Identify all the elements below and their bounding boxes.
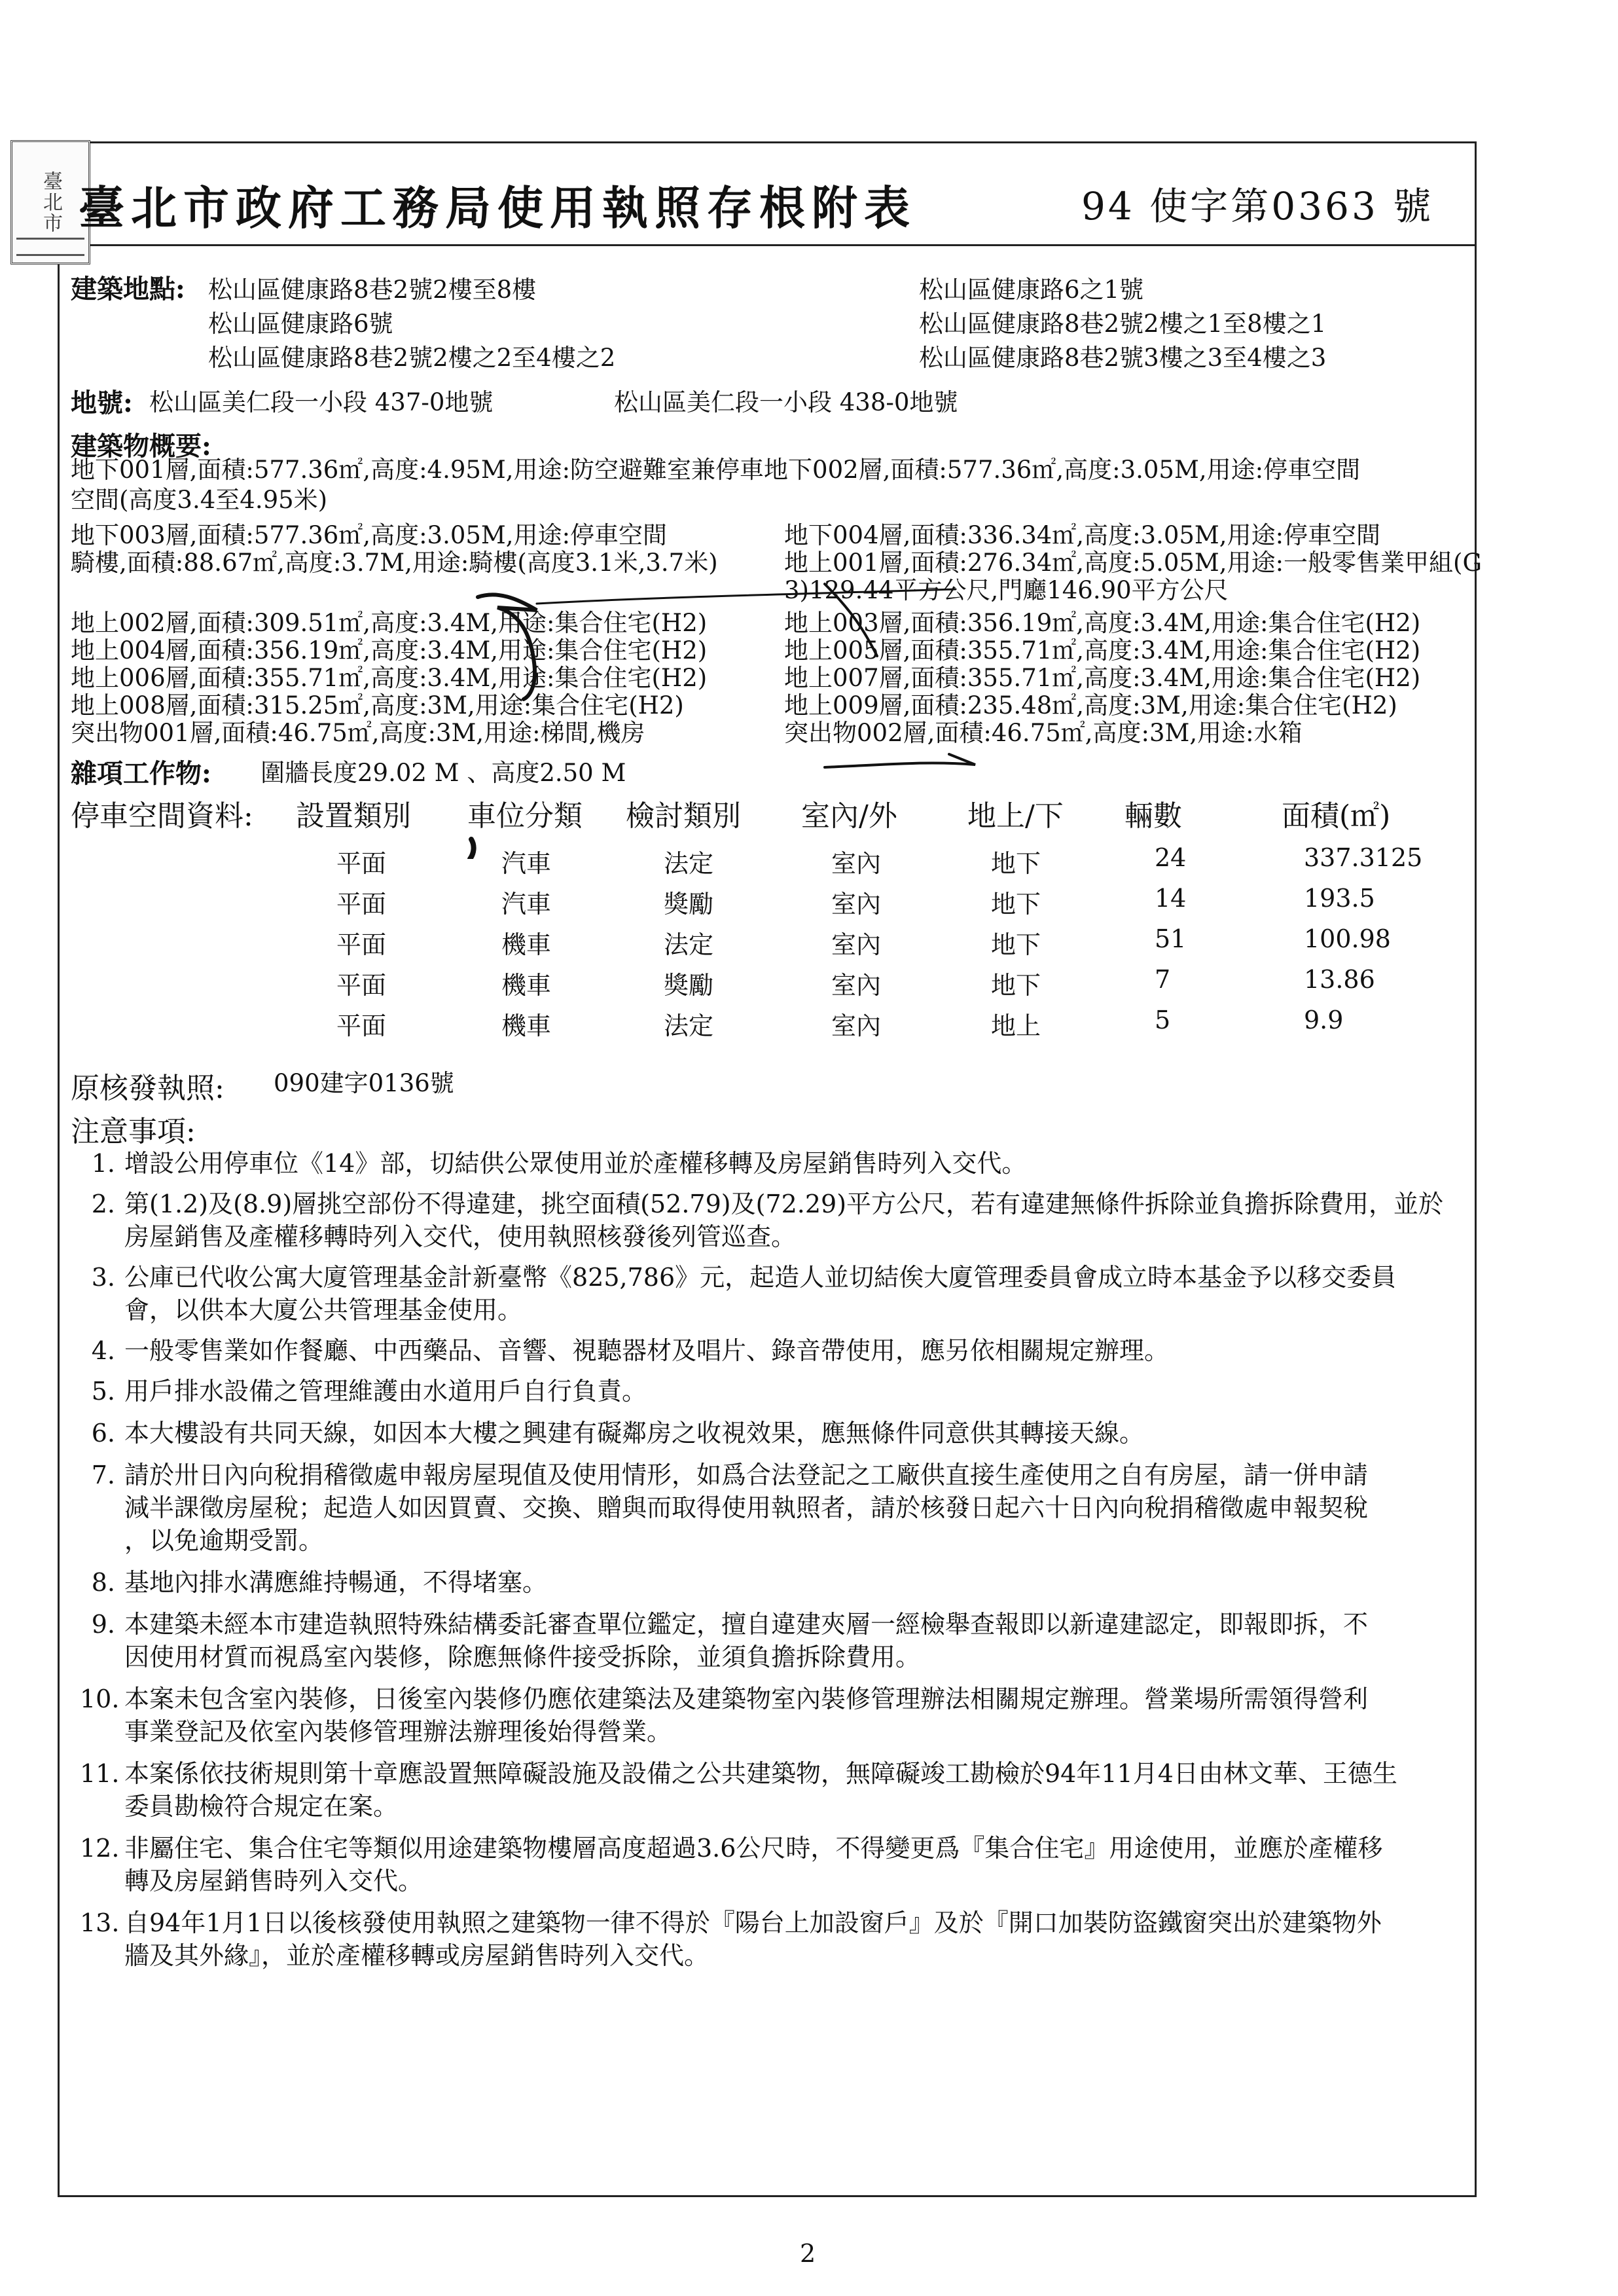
note-line: 用戶排水設備之管理維護由水道用戶自行負責。 <box>124 1377 647 1406</box>
overview-floor: 地上002層,面積:309.51㎡,高度:3.4M,用途:集合住宅(H2) <box>71 609 708 637</box>
note-line: 第(1.2)及(8.9)層挑空部份不得違建，挑空面積(52.79)及(72.29)平方公尺，若有違建無條件拆除並負擔拆除費用，並於 <box>124 1190 1444 1218</box>
parking-cell: 法定 <box>664 930 714 959</box>
note-line: 委員勘檢符合規定在案。 <box>124 1792 399 1821</box>
parking-cell: 機車 <box>501 930 552 959</box>
note-line: 請於卅日內向稅捐稽徵處申報房屋現值及使用情形，如爲合法登記之工廠供直接生產使用之自有房屋，請一併申請 <box>124 1461 1369 1489</box>
overview-floor: 地上008層,面積:315.25㎡,高度:3M,用途:集合住宅(H2) <box>71 691 684 720</box>
parking-cell: 337.3125 <box>1304 843 1423 872</box>
parking-label: 停車空間資料: <box>71 799 253 833</box>
overview-line: 空間(高度3.4至4.95米) <box>71 486 328 514</box>
note-line: 房屋銷售及產權移轉時列入交代，使用執照核發後列管巡查。 <box>124 1222 797 1251</box>
note-number: 2. <box>91 1190 115 1218</box>
lot-value: 松山區美仁段一小段 438-0地號 <box>614 388 958 416</box>
overview-floor: 突出物002層,面積:46.75㎡,高度:3M,用途:水箱 <box>784 719 1303 747</box>
overview-floor: 地下003層,面積:577.36㎡,高度:3.05M,用途:停車空間 <box>71 521 668 549</box>
note-line: 因使用材質而視爲室內裝修，除應無條件接受拆除，並須負擔拆除費用。 <box>124 1643 921 1671</box>
parking-cell: 平面 <box>336 930 387 959</box>
parking-header: 面積(㎡) <box>1282 799 1391 833</box>
note-line: ，以免逾期受罰。 <box>124 1526 324 1555</box>
parking-cell: 機車 <box>501 1011 552 1040</box>
parking-cell: 14 <box>1155 884 1187 913</box>
note-line: 增設公用停車位《14》部，切結供公眾使用並於產權移轉及房屋銷售時列入交代。 <box>124 1149 1027 1178</box>
lot-value: 松山區美仁段一小段 437-0地號 <box>149 388 494 416</box>
overview-label: 建築物概要: <box>71 431 211 462</box>
parking-header: 檢討類別 <box>626 799 741 833</box>
overview-floor: 地上005層,面積:355.71㎡,高度:3.4M,用途:集合住宅(H2) <box>784 636 1421 665</box>
parking-cell: 13.86 <box>1304 965 1375 994</box>
overview-floor: 突出物001層,面積:46.75㎡,高度:3M,用途:梯間,機房 <box>71 719 645 747</box>
parking-header: 室內/外 <box>801 799 897 833</box>
note-number: 3. <box>91 1263 115 1292</box>
parking-cell: 室內 <box>831 971 882 1000</box>
note-line: 轉及房屋銷售時列入交代。 <box>124 1867 423 1895</box>
note-line: 一般零售業如作餐廳、中西藥品、音響、視聽器材及唱片、錄音帶使用，應另依相關規定辦理。 <box>124 1336 1170 1365</box>
overview-floor: 地上001層,面積:276.34㎡,高度:5.05M,用途:一般零售業甲組(G <box>784 549 1483 577</box>
address-line: 松山區健康路8巷2號3樓之3至4樓之3 <box>919 344 1327 372</box>
note-number: 12. <box>80 1834 120 1863</box>
parking-cell: 地上 <box>991 1011 1041 1040</box>
address-line: 松山區健康路8巷2號2樓至8樓 <box>208 276 537 304</box>
original-permit-value: 090建字0136號 <box>274 1069 454 1097</box>
parking-cell: 汽車 <box>501 890 552 919</box>
address-line: 松山區健康路8巷2號2樓之1至8樓之1 <box>919 310 1327 338</box>
note-line: 非屬住宅、集合住宅等類似用途建築物樓層高度超過3.6公尺時，不得變更爲『集合住宅』用途使用，並應於產權移 <box>124 1834 1383 1863</box>
parking-cell: 室內 <box>831 890 882 919</box>
parking-cell: 法定 <box>664 849 714 878</box>
parking-cell: 193.5 <box>1304 884 1375 913</box>
parking-cell: 7 <box>1155 965 1171 994</box>
address-line: 松山區健康路8巷2號2樓之2至4樓之2 <box>208 344 616 372</box>
note-line: 本建築未經本市建造執照特殊結構委託審查單位鑑定，擅自違建夾層一經檢舉查報即以新違建認定，即報即拆，不 <box>124 1610 1369 1639</box>
note-number: 7. <box>91 1461 115 1489</box>
original-permit-label: 原核發執照: <box>71 1072 225 1105</box>
overview-floor: 騎樓,面積:88.67㎡,高度:3.7M,用途:騎樓(高度3.1米,3.7米) <box>71 549 718 577</box>
parking-cell: 100.98 <box>1304 924 1391 953</box>
note-number: 9. <box>91 1610 115 1639</box>
parking-cell: 地下 <box>991 930 1041 959</box>
header-divider <box>60 244 1475 246</box>
note-line: 本案係依技術規則第十章應設置無障礙設施及設備之公共建築物，無障礙竣工勘檢於94年11月4日由林文華、王德生 <box>124 1759 1397 1788</box>
parking-cell: 獎勵 <box>664 890 714 919</box>
page-number: 2 <box>800 2239 816 2268</box>
overview-floor: 地上003層,面積:356.19㎡,高度:3.4M,用途:集合住宅(H2) <box>784 609 1421 637</box>
note-line: 公庫已代收公寓大廈管理基金計新臺幣《825,786》元，起造人並切結俟大廈管理委員會成立時本基金予以移交委員 <box>124 1263 1397 1292</box>
overview-floor: 地下004層,面積:336.34㎡,高度:3.05M,用途:停車空間 <box>784 521 1381 549</box>
parking-cell: 51 <box>1155 924 1187 953</box>
parking-cell: 平面 <box>336 890 387 919</box>
seal-stamp-text: 臺北市 <box>39 171 62 234</box>
seal-stamp-lines <box>16 238 84 256</box>
misc-label: 雜項工作物: <box>71 758 211 789</box>
overview-floor: 地上006層,面積:355.71㎡,高度:3.4M,用途:集合住宅(H2) <box>71 664 708 692</box>
parking-cell: 獎勵 <box>664 971 714 1000</box>
note-line: 本大樓設有共同天線，如因本大樓之興建有礙鄰房之收視效果，應無條件同意供其轉接天線。 <box>124 1419 1145 1448</box>
parking-header: 輛數 <box>1124 799 1182 833</box>
note-line: 會，以供本大廈公共管理基金使用。 <box>124 1296 523 1324</box>
note-number: 6. <box>91 1419 115 1448</box>
parking-cell: 平面 <box>336 849 387 878</box>
address-line: 松山區健康路6號 <box>208 310 393 338</box>
parking-header: 設置類別 <box>296 799 411 833</box>
note-line: 本案未包含室內裝修，日後室內裝修仍應依建築法及建築物室內裝修管理辦法相關規定辦理。營業場所需領得營利 <box>124 1685 1369 1713</box>
lot-label: 地號: <box>71 388 133 418</box>
note-number: 10. <box>80 1685 120 1713</box>
parking-header: 車位分類 <box>467 799 583 833</box>
overview-line: 地下001層,面積:577.36㎡,高度:4.95M,用途:防空避難室兼停車地下002層,面積:577.36㎡,高度:3.05M,用途:停車空間 <box>71 456 1361 484</box>
parking-cell: 室內 <box>831 930 882 959</box>
parking-cell: 汽車 <box>501 849 552 878</box>
note-line: 基地內排水溝應維持暢通，不得堵塞。 <box>124 1568 548 1597</box>
parking-header: 地上/下 <box>967 799 1064 833</box>
note-line: 減半課徵房屋稅；起造人如因買賣、交換、贈與而取得使用執照者，請於核發日起六十日內向稅捐稽徵處申報契稅 <box>124 1493 1369 1522</box>
parking-cell: 地下 <box>991 890 1041 919</box>
parking-cell: 室內 <box>831 849 882 878</box>
note-number: 5. <box>91 1377 115 1406</box>
address-line: 松山區健康路6之1號 <box>919 276 1144 304</box>
parking-cell: 平面 <box>336 971 387 1000</box>
parking-cell: 24 <box>1155 843 1187 872</box>
parking-cell: 5 <box>1155 1006 1171 1034</box>
parking-cell: 機車 <box>501 971 552 1000</box>
parking-cell: 9.9 <box>1304 1006 1344 1034</box>
parking-cell: 地下 <box>991 971 1041 1000</box>
note-number: 4. <box>91 1336 115 1365</box>
note-line: 牆及其外緣』，並於產權移轉或房屋銷售時列入交代。 <box>124 1941 710 1970</box>
misc-value: 圍牆長度29.02 M 、高度2.50 M <box>261 759 626 787</box>
note-number: 11. <box>80 1759 120 1788</box>
permit-number: 94 使字第0363 號 <box>1081 184 1434 228</box>
overview-floor: 地上004層,面積:356.19㎡,高度:3.4M,用途:集合住宅(H2) <box>71 636 708 665</box>
note-number: 1. <box>91 1149 115 1178</box>
parking-cell: 地下 <box>991 849 1041 878</box>
parking-cell: 法定 <box>664 1011 714 1040</box>
document-title: 臺北市政府工務局使用執照存根附表 <box>79 181 916 235</box>
note-line: 事業登記及依室內裝修管理辦法辦理後始得營業。 <box>124 1717 672 1746</box>
address-label: 建築地點: <box>71 274 185 304</box>
parking-cell: 室內 <box>831 1011 882 1040</box>
overview-floor: 3)129.44平方公尺,門廳146.90平方公尺 <box>784 576 1229 604</box>
note-number: 13. <box>80 1908 120 1937</box>
overview-floor: 地上007層,面積:355.71㎡,高度:3.4M,用途:集合住宅(H2) <box>784 664 1421 692</box>
notes-label: 注意事項: <box>71 1115 196 1148</box>
note-number: 8. <box>91 1568 115 1597</box>
parking-cell: 平面 <box>336 1011 387 1040</box>
overview-floor: 地上009層,面積:235.48㎡,高度:3M,用途:集合住宅(H2) <box>784 691 1397 720</box>
note-line: 自94年1月1日以後核發使用執照之建築物一律不得於『陽台上加設窗戶』及於『開口加裝防盜鐵窗突出於建築物外 <box>124 1908 1382 1937</box>
